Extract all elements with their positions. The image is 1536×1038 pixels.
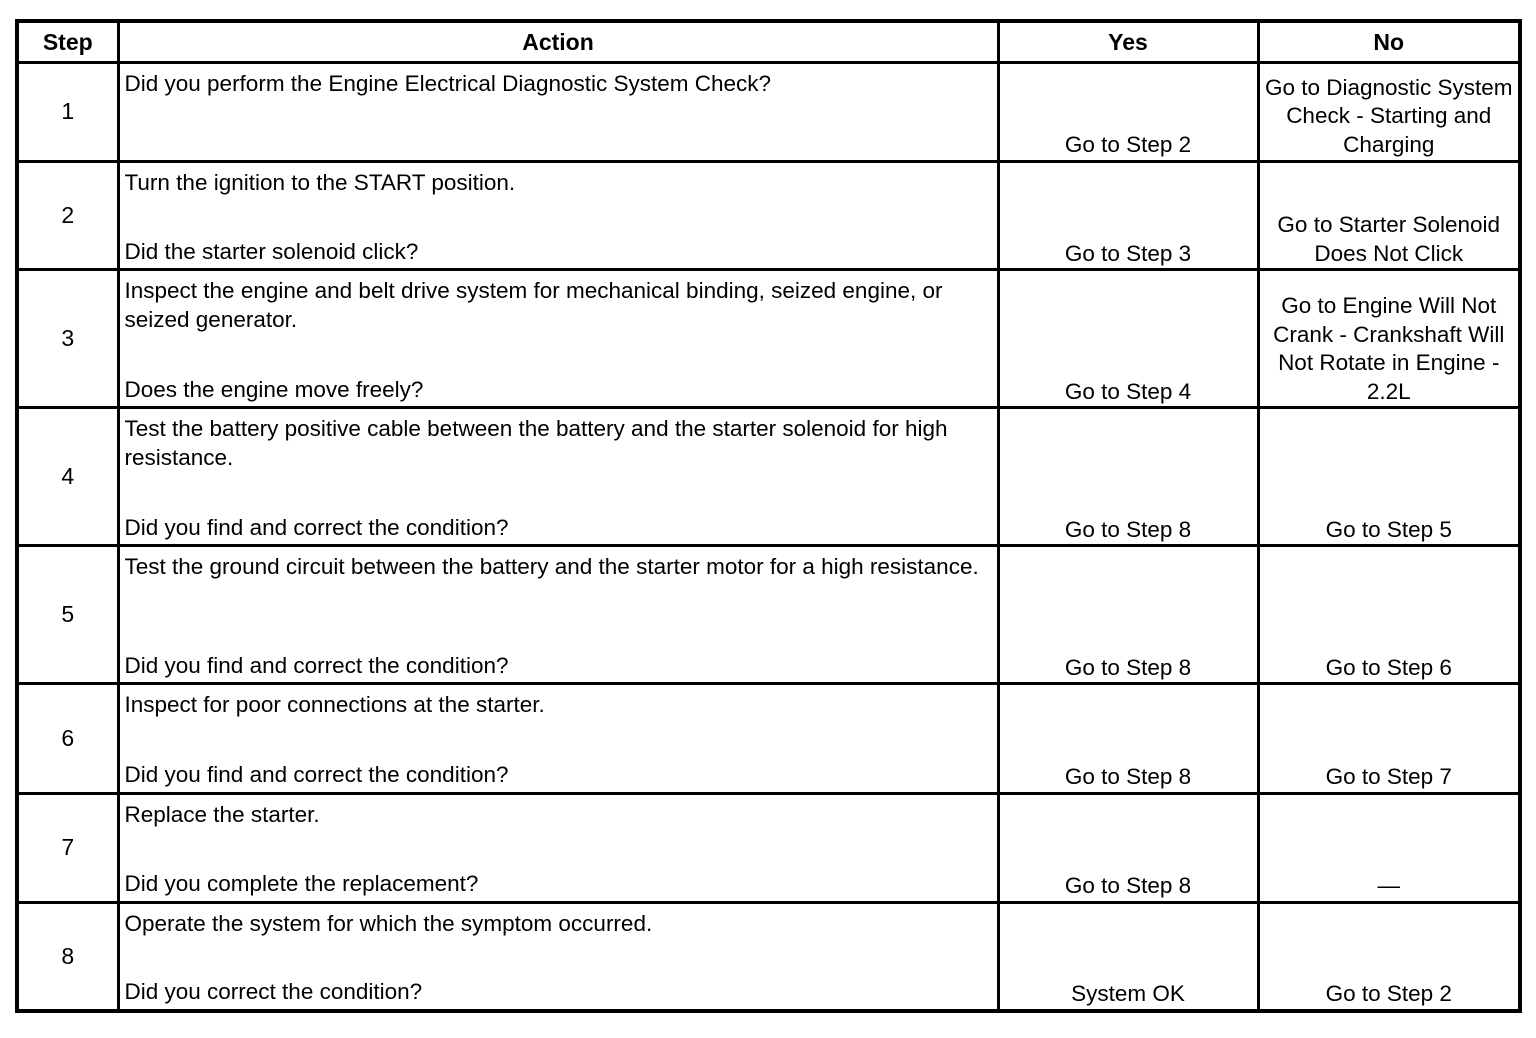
yes-result: Go to Step 8 — [998, 546, 1258, 684]
table-row — [17, 161, 1520, 270]
action-text: Inspect the engine and belt drive system for mechanical binding, seized engine, or seized generator. — [124, 278, 943, 332]
action-question: Did you find and correct the condition? — [124, 652, 509, 678]
step-number: 2 — [17, 161, 118, 270]
yes-result: Go to Step 8 — [998, 408, 1258, 546]
action-question: Did you complete the replacement? — [124, 871, 479, 897]
yes-result: Go to Step 4 — [998, 270, 1258, 408]
action-cell — [118, 63, 998, 162]
action-text: Did you perform the Engine Electrical Diagnostic System Check? — [124, 71, 772, 96]
no-result: Go to Step 5 — [1258, 408, 1520, 546]
step-number: 6 — [17, 684, 118, 794]
no-result: Go to Diagnostic System Check - Starting and Charging — [1258, 63, 1520, 162]
action-text: Operate the system for which the symptom occurred. — [124, 910, 653, 936]
header-yes: Yes — [998, 21, 1258, 63]
action-question: Did you find and correct the condition? — [124, 762, 509, 788]
step-number: 5 — [17, 546, 118, 684]
step-number: 7 — [17, 793, 118, 902]
step-number: 8 — [17, 902, 118, 1011]
action-cell — [118, 270, 998, 408]
action-question: Did you find and correct the condition? — [124, 514, 509, 540]
step-number: 4 — [17, 408, 118, 546]
no-result: Go to Starter Solenoid Does Not Click — [1258, 161, 1520, 270]
yes-result: System OK — [998, 902, 1258, 1011]
diagnostic-table — [15, 19, 1522, 1013]
header-no: No — [1258, 21, 1520, 63]
header-row — [17, 21, 1520, 63]
table-row — [17, 684, 1520, 794]
action-question: Does the engine move freely? — [124, 376, 424, 402]
action-text: Turn the ignition to the START position. — [124, 169, 516, 195]
step-number: 3 — [17, 270, 118, 408]
header-step: Step — [17, 21, 118, 63]
action-text: Inspect for poor connections at the starter. — [124, 692, 545, 718]
no-result: Go to Step 2 — [1258, 902, 1520, 1011]
no-result: Go to Engine Will Not Crank - Crankshaft Will Not Rotate in Engine - 2.2L — [1258, 270, 1520, 408]
action-cell — [118, 546, 998, 684]
no-result: Go to Step 7 — [1258, 684, 1520, 794]
header-action: Action — [118, 21, 998, 63]
table-row — [17, 546, 1520, 684]
table-row — [17, 793, 1520, 902]
action-cell — [118, 408, 998, 546]
yes-result: Go to Step 2 — [998, 63, 1258, 162]
yes-result: Go to Step 8 — [998, 793, 1258, 902]
table-row — [17, 63, 1520, 162]
yes-result: Go to Step 8 — [998, 684, 1258, 794]
action-text: Test the ground circuit between the battery and the starter motor for a high resistance. — [124, 554, 979, 580]
action-text: Test the battery positive cable between the battery and the starter solenoid for high resistance. — [124, 416, 948, 470]
no-result: Go to Step 6 — [1258, 546, 1520, 684]
table-row — [17, 408, 1520, 546]
no-result: — — [1258, 793, 1520, 902]
table-row — [17, 902, 1520, 1011]
action-question: Did the starter solenoid click? — [124, 238, 419, 264]
action-question: Did you correct the condition? — [124, 979, 423, 1005]
action-cell — [118, 793, 998, 902]
action-cell — [118, 161, 998, 270]
action-cell — [118, 902, 998, 1011]
yes-result: Go to Step 3 — [998, 161, 1258, 270]
step-number: 1 — [17, 63, 118, 162]
action-text: Replace the starter. — [124, 801, 320, 827]
action-cell — [118, 684, 998, 794]
table-row — [17, 270, 1520, 408]
